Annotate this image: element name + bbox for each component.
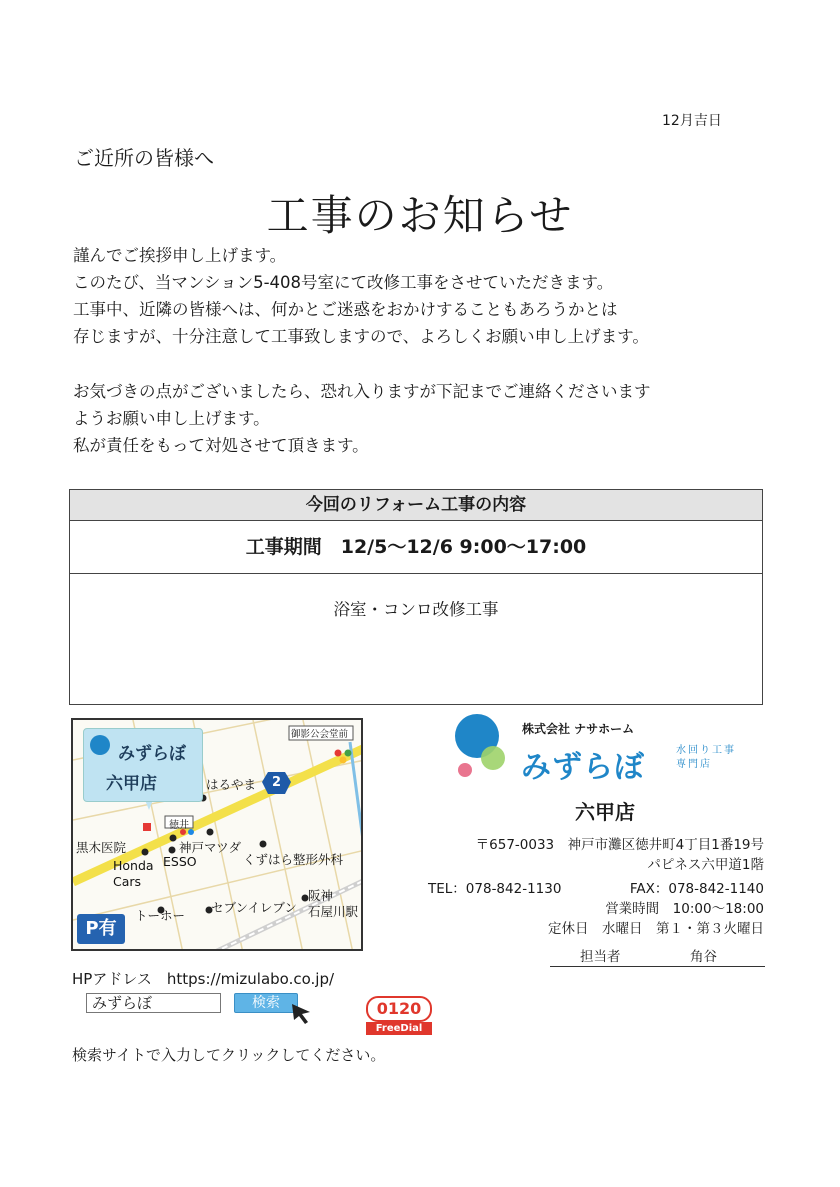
business-hours: 営業時間 10:00〜18:00 xyxy=(605,901,764,917)
map-route-number: 2 xyxy=(272,775,282,790)
branch-name: 六甲店 xyxy=(575,800,635,824)
map-label-honda: Honda xyxy=(113,858,154,873)
map-label-kuroki: 黒木医院 xyxy=(76,840,127,855)
greeting: ご近所の皆様へ xyxy=(74,146,214,170)
map-label-seven: セブンイレブン xyxy=(211,900,297,915)
map-label-tohoh: トーホー xyxy=(135,908,186,923)
telephone: TEL：078-842-1130 xyxy=(428,881,562,897)
map-label-kuzuhara: くずはら整形外科 xyxy=(243,852,344,867)
brand-tagline xyxy=(676,744,736,772)
intro-line: 謹んでご挨拶申し上げます。 xyxy=(73,246,287,265)
work-details-heading: 今回のリフォーム工事の内容 xyxy=(70,490,762,521)
parking-badge: P有 xyxy=(77,914,125,944)
search-button: 検索 xyxy=(234,993,298,1013)
freedial-number: 0120 xyxy=(366,996,432,1022)
brand-logo-icon xyxy=(455,712,515,782)
tagline-line: 水回り工事 xyxy=(676,745,736,756)
map-label-haruyama: はるやま xyxy=(206,777,257,792)
page-title: 工事のお知らせ xyxy=(266,191,574,240)
store-map xyxy=(71,718,363,951)
map-label-tokui: 徳井 xyxy=(169,820,189,831)
intro-line: このたび、当マンション5-408号室にて改修工事をさせていただきます。 xyxy=(73,273,614,292)
staff-divider xyxy=(550,966,765,967)
map-label-cars: Cars xyxy=(113,874,142,889)
map-label-ishiyagawa: 石屋川駅 xyxy=(308,904,359,919)
search-input: みずらぼ xyxy=(86,993,221,1013)
map-store-branch: 六甲店 xyxy=(106,774,157,794)
address-line-2: パピネス六甲道1階 xyxy=(647,857,764,873)
notice-date: 12月吉日 xyxy=(662,113,722,129)
intro-line: 存じますが、十分注意して工事致しますので、よろしくお願い申し上げます。 xyxy=(73,327,649,346)
tagline-line: 専門店 xyxy=(676,759,712,770)
map-label-hanshin: 阪神 xyxy=(308,888,334,903)
map-bus-stop: 御影公会堂前 xyxy=(291,729,349,740)
cursor-arrow-icon xyxy=(290,1002,314,1026)
intro-line: 工事中、近隣の皆様へは、何かとご迷惑をおかけすることもあろうかとは xyxy=(73,300,618,319)
map-label-mazda: 神戸マツダ xyxy=(179,840,242,855)
address-line-1: 〒657-0033 神戸市灘区徳井町4丁目1番19号 xyxy=(475,837,764,853)
contact-line: 私が責任をもって対処させて頂きます。 xyxy=(73,436,369,455)
contact-paragraph xyxy=(73,378,651,459)
closed-days: 定休日 水曜日 第１・第３火曜日 xyxy=(548,921,764,937)
store-marker xyxy=(83,728,203,802)
homepage-address: HPアドレス https://mizulabo.co.jp/ xyxy=(72,970,335,988)
logo-dot-icon xyxy=(90,735,110,755)
contact-line: ようお願い申し上げます。 xyxy=(73,409,270,428)
intro-paragraph xyxy=(73,242,649,350)
search-note: 検索サイトで入力してクリックしてください。 xyxy=(72,1046,386,1064)
contact-line: お気づきの点がございましたら、恐れ入りますが下記までご連絡くださいます xyxy=(73,382,651,401)
work-content: 浴室・コンロ改修工事 xyxy=(333,600,499,619)
work-period: 工事期間 12/5〜12/6 9:00〜17:00 xyxy=(70,521,762,574)
fax: FAX：078-842-1140 xyxy=(629,881,764,897)
staff-name: 角谷 xyxy=(690,949,717,965)
freedial-label: FreeDial xyxy=(366,1022,432,1035)
staff-label: 担当者 xyxy=(580,949,621,965)
corp-name: 株式会社 ナサホーム xyxy=(522,722,635,736)
map-store-name: みずらぼ xyxy=(118,744,186,764)
freedial-logo xyxy=(366,996,432,1036)
map-label-esso: ESSO xyxy=(163,854,197,869)
brand-name: みずらぼ xyxy=(521,750,645,785)
work-details-box xyxy=(69,489,763,705)
